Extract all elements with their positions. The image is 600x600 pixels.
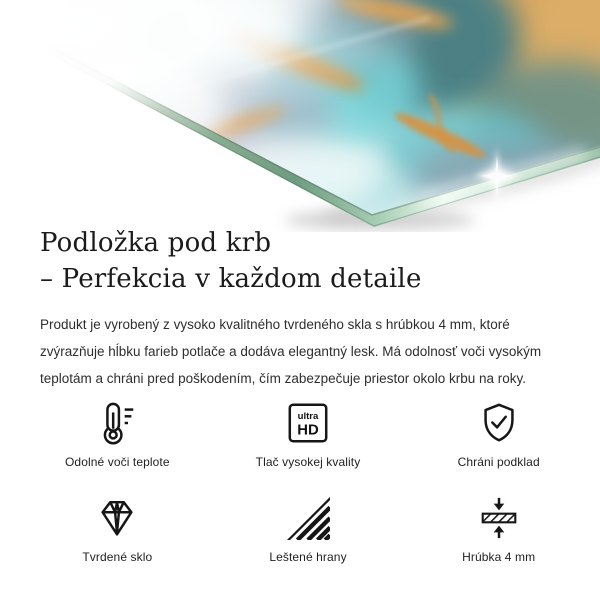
feature-label: Tlač vysokej kvality	[255, 455, 361, 469]
thermometer-icon	[94, 398, 140, 448]
ultra-hd-icon-text-top: ultra	[297, 411, 319, 423]
product-description: Produkt je vyrobený z vysoko kvalitného tvrdeného skla s hrúbkou 4 mm, ktoré zvýrazňuje hĺbku farieb potlače a dodáva elegantný lesk. Má odolnosť voči vysokým teplotám a chráni pred poškodením, čím zabezpečuje priestor okolo krbu na roky.	[40, 317, 542, 386]
page-title-line1: Podložka pod krb	[40, 228, 272, 258]
diamond-icon	[94, 493, 140, 543]
feature-polished-edges	[213, 493, 404, 564]
feature-label: Leštené hrany	[269, 550, 347, 564]
ultra-hd-icon-text-bottom: HD	[297, 422, 319, 439]
white-fade-overlay	[0, 0, 600, 232]
thickness-4mm-icon	[476, 493, 522, 543]
feature-tempered-glass	[22, 493, 213, 564]
feature-label: Tvrdené sklo	[82, 550, 153, 564]
shield-check-icon	[476, 398, 522, 448]
product-photo	[0, 0, 600, 232]
ultra-hd-icon	[285, 398, 331, 448]
feature-protects-base	[403, 398, 594, 469]
feature-thickness	[403, 493, 594, 564]
page-title-line2: – Perfekcia v každom detaile	[40, 264, 422, 294]
feature-label: Odolné voči teplote	[65, 455, 170, 469]
feature-grid	[22, 398, 594, 564]
polished-edges-icon	[285, 493, 331, 543]
feature-heat-resistant	[22, 398, 213, 469]
feature-label: Hrúbka 4 mm	[462, 550, 536, 564]
feature-label: Chráni podklad	[457, 455, 540, 469]
feature-print-quality	[213, 398, 404, 469]
page-title	[40, 225, 422, 297]
